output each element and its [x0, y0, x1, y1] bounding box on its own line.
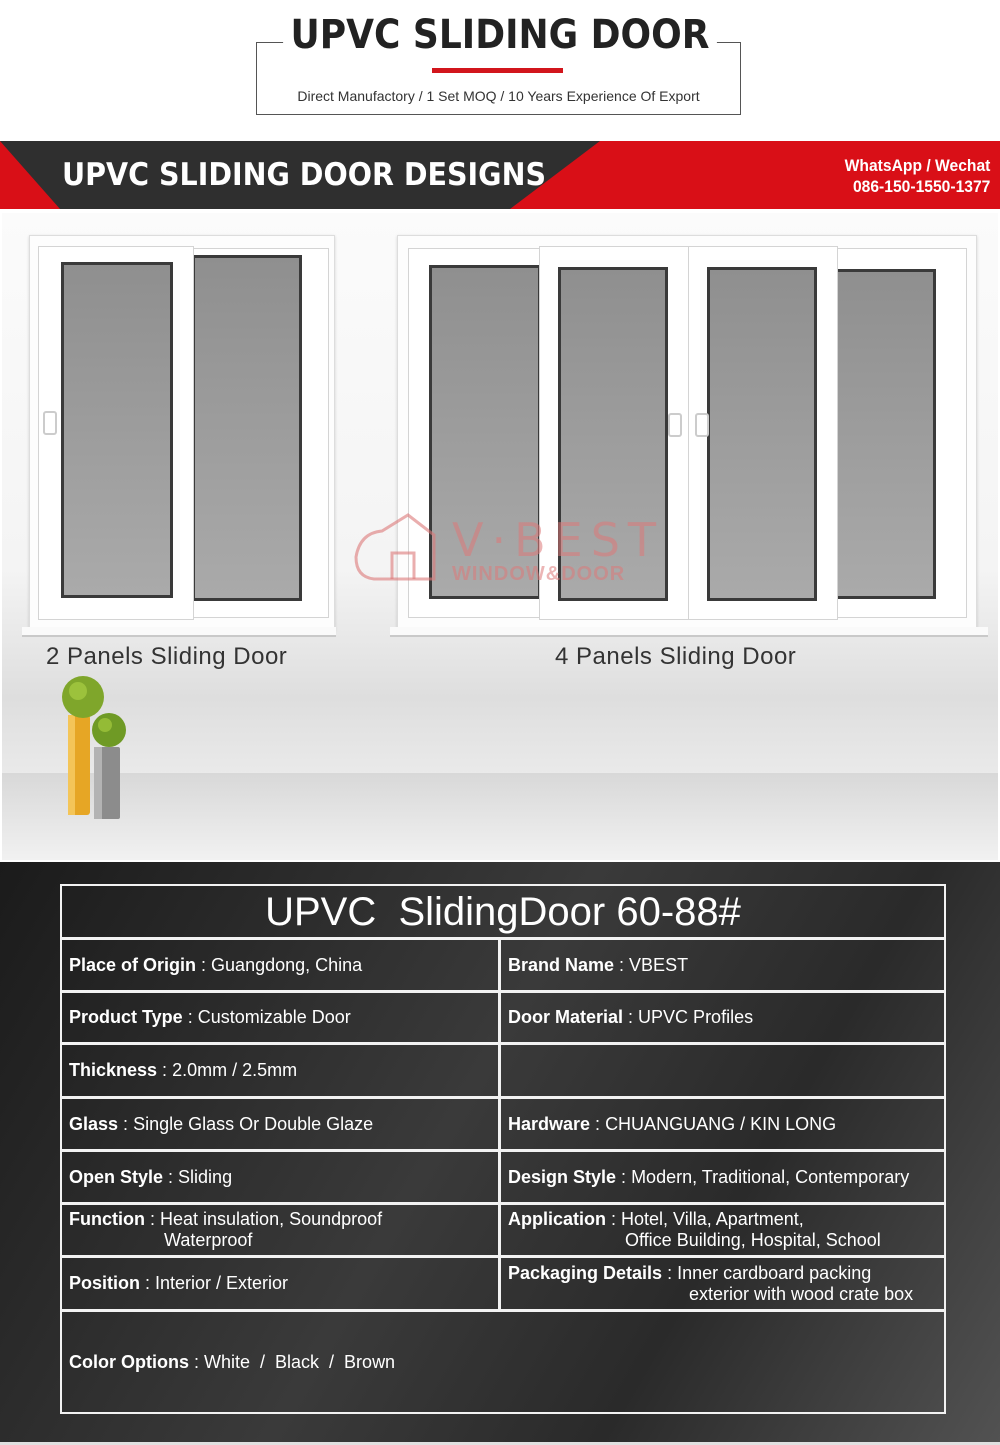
spec-value: Inner cardboard packing — [677, 1262, 872, 1283]
door-showcase-image — [2, 213, 998, 860]
plant-pots-decoration — [56, 675, 136, 825]
section-banner — [0, 141, 1000, 209]
contact-label: WhatsApp / Wechat — [844, 156, 990, 175]
spec-value: Sliding — [178, 1166, 233, 1187]
spec-value: Interior / Exterior — [155, 1273, 289, 1293]
spec-table — [60, 884, 946, 1414]
door-glass — [61, 262, 173, 598]
door-glass — [707, 267, 817, 601]
spec-value: White / Black / Brown — [204, 1351, 396, 1372]
door-handle — [668, 413, 682, 437]
watermark-brand: V·BEST — [452, 513, 665, 567]
door1-label: 2 Panels Sliding Door — [46, 643, 288, 670]
page-title: UPVC SLIDING DOOR — [50, 12, 950, 58]
contact-info — [844, 155, 990, 197]
spec-value: Heat insulation, Soundproof — [160, 1209, 383, 1229]
two-panel-door — [29, 235, 335, 631]
spec-value: Hotel, Villa, Apartment, — [621, 1209, 804, 1229]
empty-cell — [501, 1045, 944, 1096]
watermark-tagline: WINDOW&DOOR — [452, 563, 626, 585]
door-glass — [830, 269, 936, 599]
spec-value: Guangdong, China — [211, 954, 363, 975]
spec-value: VBEST — [629, 954, 689, 975]
door-sash — [823, 248, 967, 618]
spec-value: UPVC Profiles — [638, 1007, 754, 1027]
table-row: Position : Interior / Exterior Packaging Details : Inner cardboard packing exterior with wood crate box — [62, 1258, 944, 1312]
spec-key: Hardware — [508, 1113, 591, 1134]
table-row: Glass : Single Glass Or Double Glaze Hardware : CHUANGUANG / KIN LONG — [62, 1099, 944, 1152]
spec-value-continued: exterior with wood crate box — [689, 1283, 914, 1304]
door-sash — [688, 246, 838, 620]
table-row: Thickness : 2.0mm / 2.5mm — [62, 1045, 944, 1099]
spec-value-continued: Waterproof — [164, 1230, 253, 1250]
door-handle — [695, 413, 709, 437]
door-sill — [22, 627, 336, 637]
title-underline — [432, 68, 563, 73]
door-sill — [390, 627, 988, 637]
table-row: Product Type : Customizable Door Door Material : UPVC Profiles — [62, 993, 944, 1045]
spec-title: UPVC SlidingDoor 60-88# — [62, 886, 944, 940]
door2-label: 4 Panels Sliding Door — [555, 643, 797, 670]
spec-key: Place of Origin — [69, 954, 197, 975]
spec-key: Glass — [69, 1113, 119, 1134]
table-row: Place of Origin : Guangdong, China Brand Name : VBEST — [62, 940, 944, 993]
page-subtitle: Direct Manufactory / 1 Set MOQ / 10 Years Experience Of Export — [297, 88, 700, 104]
spec-key: Door Material — [508, 1007, 624, 1027]
door-glass — [192, 255, 302, 601]
spec-value: Modern, Traditional, Contemporary — [631, 1166, 910, 1187]
spec-key: Thickness — [69, 1060, 158, 1080]
spec-key: Brand Name — [508, 954, 615, 975]
spec-key: Application — [508, 1209, 606, 1229]
contact-phone: 086-150-1550-1377 — [852, 177, 990, 196]
spec-value: Customizable Door — [197, 1007, 351, 1027]
spec-value-continued: Office Building, Hospital, School — [625, 1230, 881, 1250]
table-row: Color Options : White / Black / Brown — [69, 1351, 396, 1372]
spec-key: Design Style — [508, 1166, 617, 1187]
house-logo-icon — [352, 513, 448, 583]
spec-key: Function — [69, 1209, 145, 1229]
banner-title: UPVC SLIDING DOOR DESIGNS — [62, 157, 546, 193]
spec-section — [0, 862, 1000, 1445]
table-row: Function : Heat insulation, Soundproof Waterproof Application : Hotel, Villa, Apartment, Office Building, Hospital, School — [62, 1205, 944, 1258]
spec-key: Position — [69, 1273, 140, 1293]
spec-value: 2.0mm / 2.5mm — [172, 1060, 298, 1080]
door-handle — [43, 411, 57, 435]
spec-key: Open Style — [69, 1166, 164, 1187]
spec-key: Color Options — [69, 1351, 189, 1372]
table-row: Open Style : Sliding Design Style : Modern, Traditional, Contemporary — [62, 1152, 944, 1205]
floor — [2, 773, 998, 860]
spec-value: Single Glass Or Double Glaze — [133, 1113, 374, 1134]
spec-key: Product Type — [69, 1007, 183, 1027]
spec-value: CHUANGUANG / KIN LONG — [605, 1113, 837, 1134]
spec-key: Packaging Details — [508, 1262, 663, 1283]
door-sash — [189, 248, 329, 618]
door-sash — [38, 246, 194, 620]
